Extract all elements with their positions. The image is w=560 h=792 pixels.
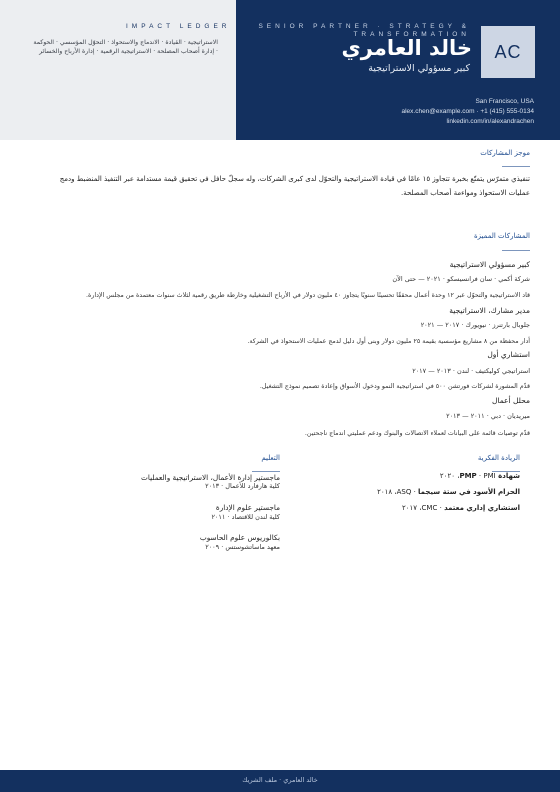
- contact-email-phone[interactable]: alex.chen@example.com · +1 (415) 555-0134: [401, 108, 534, 115]
- experience-description: قدّم توصيات قائمة على البيانات لعملاء الاتصالات والبنوك ودعم عمليتي اندماج ناجحتين.: [304, 430, 530, 437]
- monogram-badge: AC: [481, 26, 535, 78]
- education-degree: ماجستير إدارة الأعمال، الاستراتيجية والعمليات: [141, 473, 280, 482]
- certification-item: [440, 472, 520, 480]
- experience-description: قدّم المشورة لشركات فورتشن ٥٠٠ في استراتيجية النمو ودخول الأسواق وإعادة تصميم نموذج التشغيل.: [259, 383, 530, 390]
- skills-line-1: الاستراتيجية · القيادة · الاندماج والاستحواذ · التحوّل المؤسسي · الحوكمة: [33, 39, 218, 46]
- contact-location: San Francisco, USA: [475, 98, 534, 105]
- certification-name: الحزام الأسود في ستة سيجما: [418, 488, 520, 496]
- education-rule: [252, 471, 280, 472]
- skills-line-2: · إدارة أصحاب المصلحة · الاستراتيجية الرقمية · إدارة الأرباح والخسائر: [39, 48, 218, 55]
- education-institution: كلية لندن للاقتصاد · ٢٠١١: [211, 513, 280, 521]
- header-left-panel: [0, 0, 236, 140]
- footer-text: خالد العامري · ملف الشريك: [242, 776, 318, 784]
- summary-rule: [502, 166, 530, 167]
- experience-meta: شركة أكمي · سان فرانسيسكو · ٢٠٢١ — حتى الآن: [392, 275, 530, 283]
- experience-role: استشاري أول: [487, 350, 530, 359]
- experience-role: كبير مسؤولي الاستراتيجية: [449, 260, 530, 269]
- certification-name: استشاري إداري معتمد: [444, 504, 520, 512]
- thought-leadership-heading: الريادة الفكرية: [477, 454, 520, 462]
- summary-heading: موجز المشاركات: [480, 149, 530, 157]
- certification-detail: · CMC، ٢٠١٧: [402, 504, 445, 512]
- education-heading: التعليم: [261, 454, 280, 462]
- person-name: خالد العامري: [341, 36, 472, 60]
- education-institution: معهد ماساتشوستس · ٢٠٠٩: [205, 543, 280, 551]
- experience-description: أدار محفظة من ٨ مشاريع مؤسسية بقيمة ٢٥ مليون دولار وبنى أول دليل لدمج عمليات الاستحواذ في الشركة.: [247, 338, 530, 345]
- certification-item: [377, 488, 520, 496]
- experience-meta: جلوبال بارتنرز · نيويورك · ٢٠١٧ — ٢٠٢١: [420, 321, 530, 329]
- experience-heading: المشاركات المميزة: [474, 232, 530, 240]
- experience-rule: [502, 250, 530, 251]
- certification-item: [402, 504, 520, 512]
- experience-description: قاد الاستراتيجية والتحوّل عبر ١٢ وحدة أعمال محققًا تحسينًا سنويًا يتجاوز ٤٠ مليون دولار في الأرباح التشغيلية وخارطة طريق رقمية لثلاث سنوات معتمدة من مجلس الإدارة.: [86, 292, 530, 299]
- experience-role: مدير مشارك، الاستراتيجية: [449, 306, 530, 315]
- experience-meta: ميريديان · دبي · ٢٠١١ — ٢٠١٣: [446, 412, 530, 420]
- education-degree: بكالوريوس علوم الحاسوب: [199, 533, 280, 542]
- brand-label: IMPACT LEDGER: [126, 23, 231, 30]
- person-title: كبير مسؤولي الاستراتيجية: [368, 63, 470, 74]
- experience-meta: استراتيجي كوليكتيف · لندن · ٢٠١٣ — ٢٠١٧: [412, 367, 530, 375]
- summary-line-2: عمليات الاستحواذ ومواءمة أصحاب المصلحة.: [400, 189, 530, 197]
- role-line-1: SENIOR PARTNER · STRATEGY &: [258, 23, 470, 30]
- summary-line-1: تنفيذي متمرّس يتمتّع بخبرة تتجاوز ١٥ عامًا في قيادة الاستراتيجية والتحوّل لدى كبرى الشركات، وله سجلّ حافل في تحقيق قيمة مستدامة عبر التنفيذ المنضبط ودمج: [59, 175, 530, 183]
- education-degree: ماجستير علوم الإدارة: [215, 503, 280, 512]
- contact-linkedin[interactable]: linkedin.com/in/alexandrachen: [446, 118, 534, 125]
- certification-detail: · PMI، ٢٠٢٠: [439, 472, 496, 480]
- experience-role: محلل أعمال: [491, 396, 530, 405]
- education-institution: كلية هارفارد للأعمال · ٢٠١٣: [205, 482, 280, 490]
- certification-name: شهادة PMP: [459, 472, 520, 480]
- role-line-2: TRANSFORMATION: [353, 31, 470, 38]
- certification-detail: · ASQ، ٢٠١٨: [377, 488, 419, 496]
